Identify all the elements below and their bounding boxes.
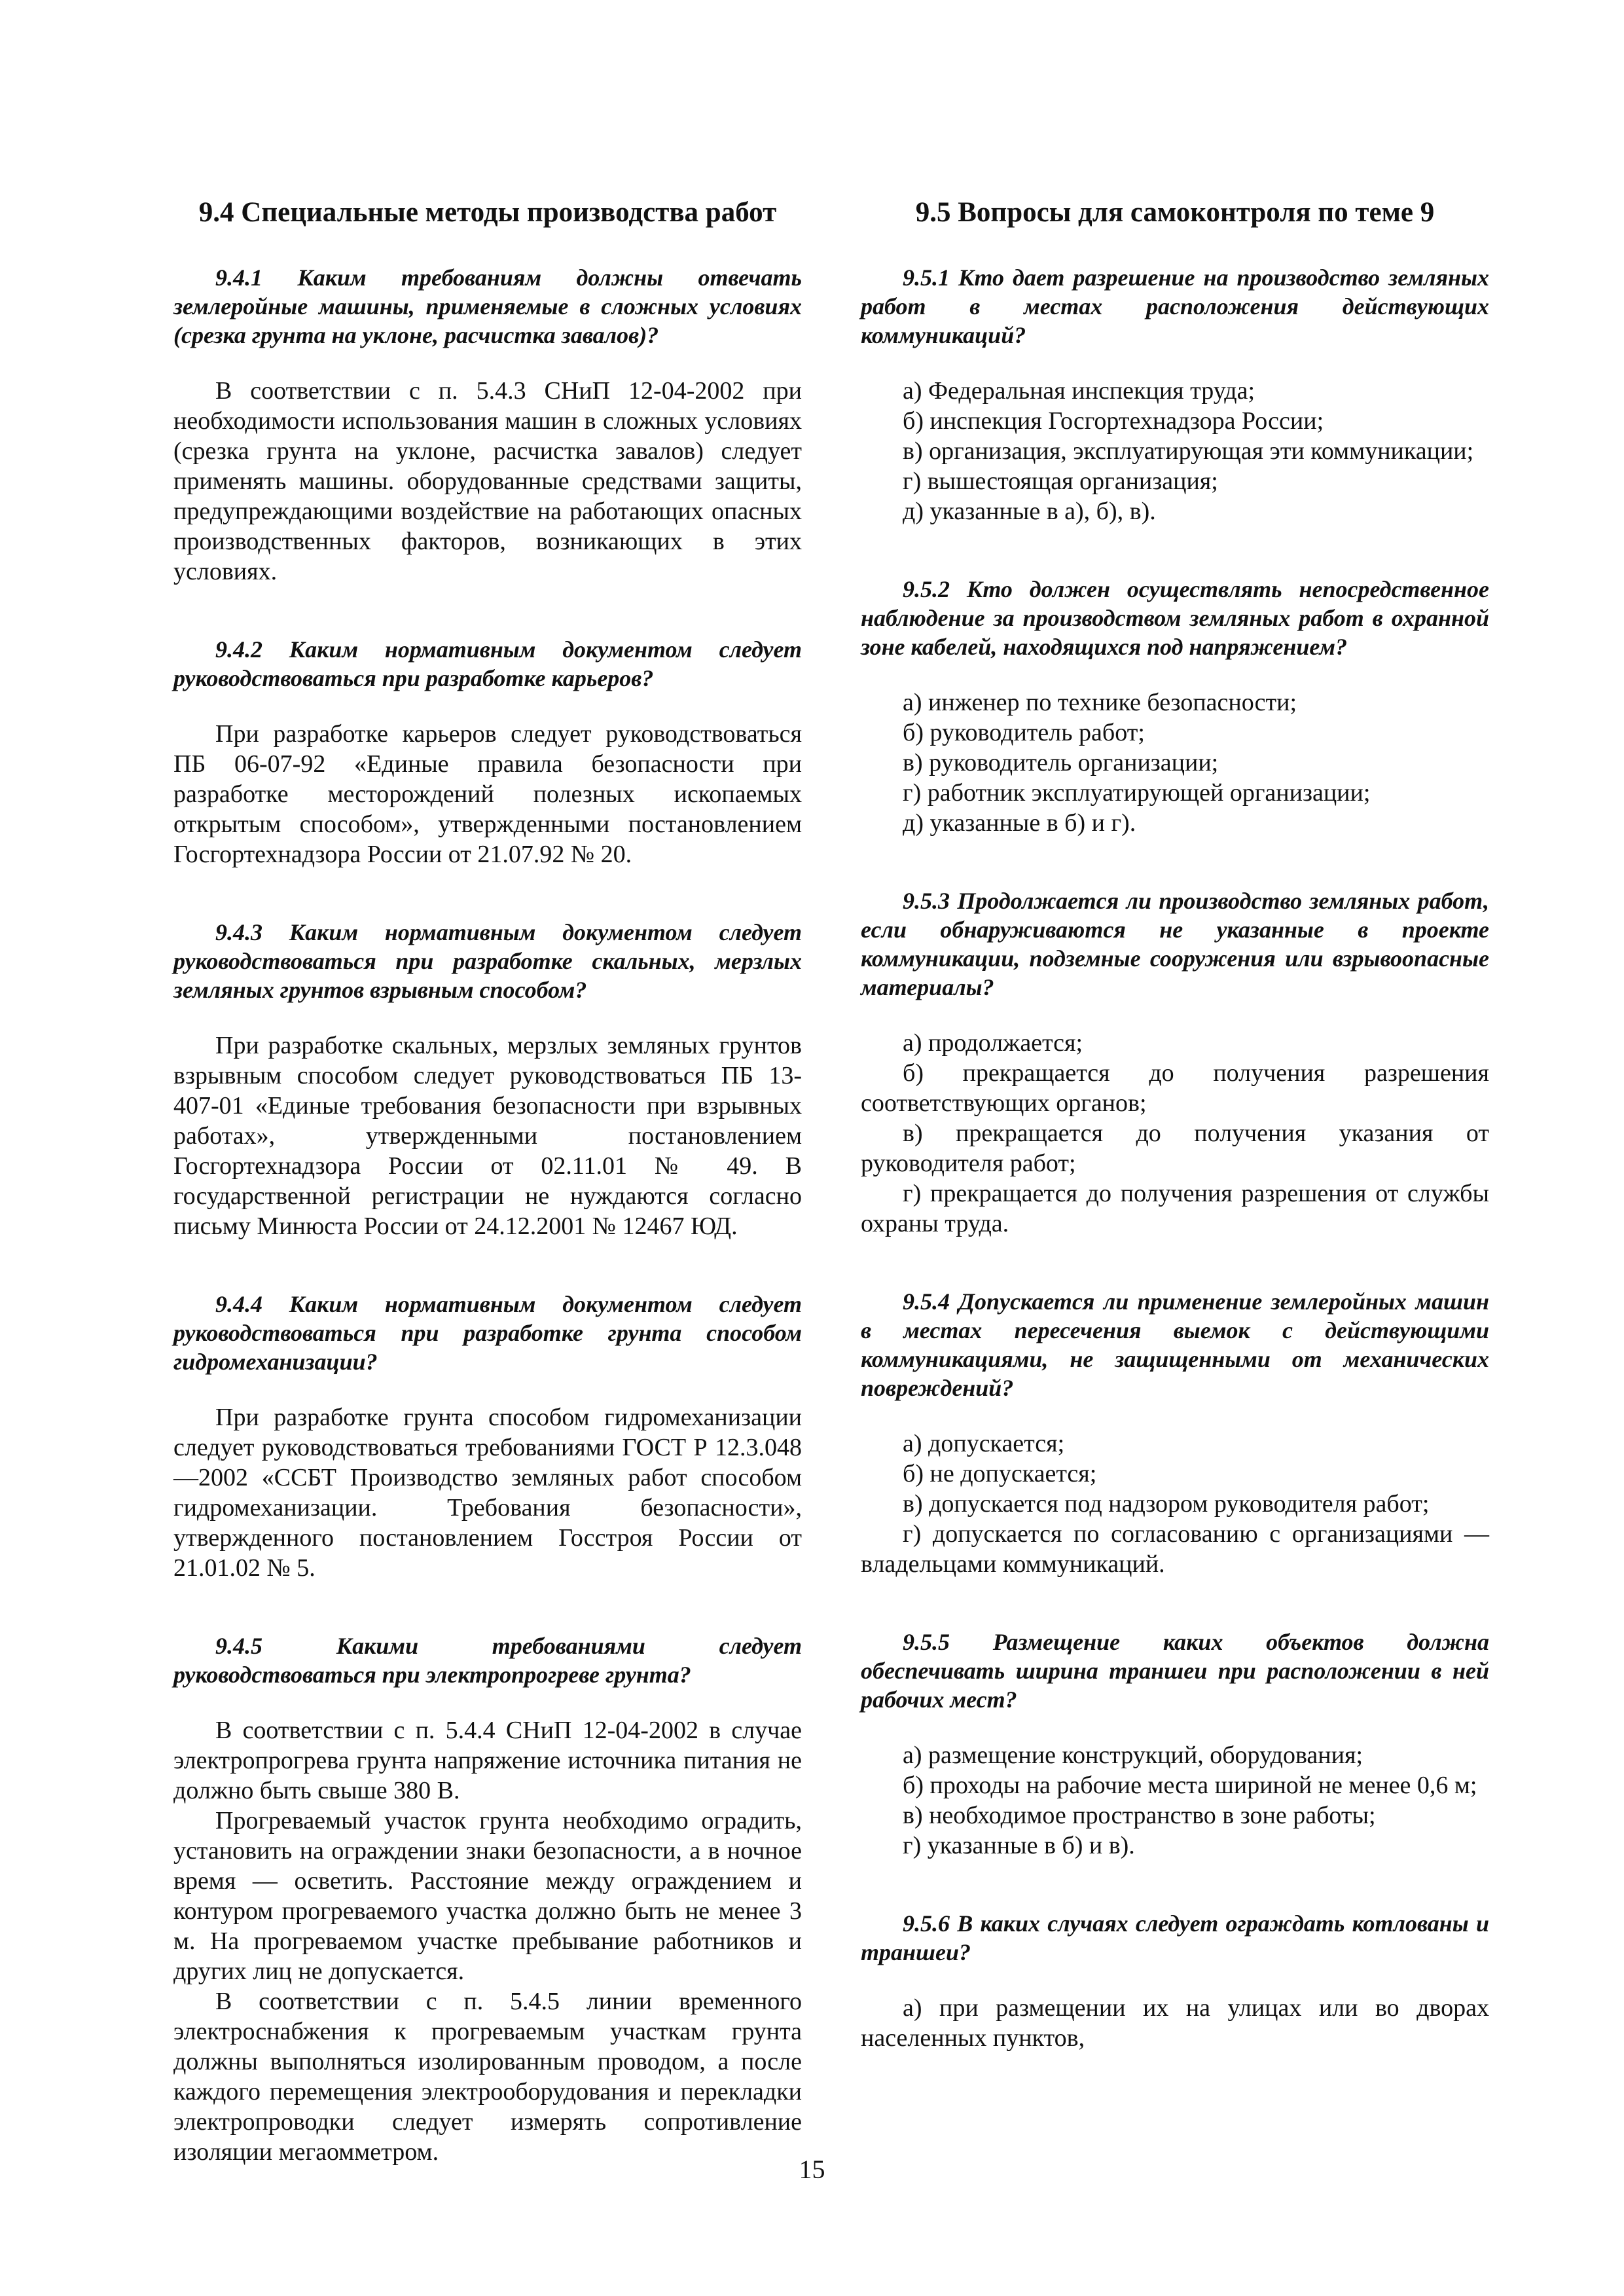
answer-option: д) указанные в а), б), в).: [903, 498, 1156, 525]
answer-option: б) инспекция Госгортехнадзора России;: [903, 407, 1324, 435]
question-9-4-4: 9.4.4 Каким нормативным документом следует руководствоваться при разработке грунта способом гидромеханизации?: [173, 1291, 802, 1375]
page-number: 15: [799, 2155, 825, 2184]
section-title-9-5: 9.5 Вопросы для самоконтроля по теме 9: [915, 197, 1435, 228]
answer-option: в) организация, эксплуатирующая эти коммуникации;: [903, 437, 1474, 465]
answer-option: а) размещение конструкций, оборудования;: [903, 1741, 1363, 1769]
section-title-9-4: 9.4 Специальные методы производства работ: [198, 197, 777, 228]
question-block-9-4-5: [173, 1631, 802, 2167]
answer-option: в) руководитель организации;: [903, 749, 1219, 776]
options-9-5-1: [861, 376, 1489, 526]
options-9-5-5: [861, 1740, 1489, 1861]
answer-option: б) руководитель работ;: [903, 719, 1145, 746]
answer-paragraph: При разработке скальных, мерзлых земляных грунтов взрывным способом следует руководствоваться ПБ 13-407-01 «Единые требования безопасности при взрывных работах», утвержденными постановлением Госгортехнадзора России от 02.11.01 № 49. В государственной регистрации не нуждаются согласно письму Минюста России от 24.12.2001 № 12467 ЮД.: [173, 1032, 802, 1240]
question-block-9-5-4: [861, 1287, 1489, 1579]
answer-9-4-5: [173, 1715, 802, 2167]
answer-paragraph: При разработке карьеров следует руководствоваться ПБ 06-07-92 «Единые правила безопасности при разработке месторождений полезных ископаемых открытым способом», утвержденными постановлением Госгортехнадзора России от 21.07.92 № 20.: [173, 720, 802, 868]
question-9-5-5: 9.5.5 Размещение каких объектов должна обеспечивать ширина траншеи при расположении в ней рабочих мест?: [861, 1629, 1489, 1713]
answer-9-4-4: [173, 1402, 802, 1583]
answer-9-4-2: [173, 719, 802, 869]
answer-option: в) допускается под надзором руководителя работ;: [903, 1490, 1430, 1518]
answer-option: а) при размещении их на улицах или во дворах населенных пунктов,: [861, 1994, 1489, 2052]
answer-paragraph: При разработке грунта способом гидромеханизации следует руководствоваться требованиями ГОСТ Р 12.3.048—2002 «ССБТ Производство земляных работ способом гидромеханизации. Требования безопасности», утвержденного постановлением Госстроя России от 21.01.02 № 5.: [173, 1404, 802, 1582]
question-block-9-4-1: [173, 263, 802, 587]
question-block-9-5-5: [861, 1628, 1489, 1861]
question-9-5-3: 9.5.3 Продолжается ли производство земляных работ, если обнаруживаются не указанные в проекте коммуникации, подземные сооружения или взрывоопасные материалы?: [861, 888, 1489, 1000]
left-column: [173, 196, 802, 2215]
answer-paragraph: Прогреваемый участок грунта необходимо оградить, установить на ограждении знаки безопасности, а в ночное время — осветить. Расстояние между ограждением и контуром прогреваемого участка должно быть не менее 3 м. На прогреваемом участке пребывание работников и других лиц не допускается.: [173, 1807, 802, 1985]
answer-option: д) указанные в б) и г).: [903, 809, 1136, 837]
question-block-9-5-6: [861, 1909, 1489, 2053]
answer-option: г) прекращается до получения разрешения от службы охраны труда.: [861, 1180, 1489, 1237]
question-block-9-5-2: [861, 575, 1489, 838]
question-9-4-5: 9.4.5 Какими требованиями следует руководствоваться при электропрогреве грунта?: [173, 1633, 802, 1688]
question-block-9-4-3: [173, 918, 802, 1241]
answer-option: в) необходимое пространство в зоне работы;: [903, 1802, 1376, 1829]
question-9-5-6: 9.5.6 В каких случаях следует ограждать котлованы и траншеи?: [861, 1910, 1489, 1965]
question-9-4-3: 9.4.3 Каким нормативным документом следует руководствоваться при разработке скальных, мерзлых земляных грунтов взрывным способом?: [173, 919, 802, 1003]
answer-option: г) работник эксплуатирующей организации;: [903, 779, 1371, 807]
answer-option: б) не допускается;: [903, 1460, 1097, 1487]
answer-paragraph: В соответствии с п. 5.4.4 СНиП 12-04-2002 в случае электропрогрева грунта напряжение источника питания не должно быть свыше 380 В.: [173, 1717, 802, 1804]
answer-option: г) вышестоящая организация;: [903, 467, 1218, 495]
answer-option: в) прекращается до получения указания от руководителя работ;: [861, 1120, 1489, 1177]
question-block-9-5-3: [861, 886, 1489, 1239]
question-block-9-4-4: [173, 1290, 802, 1583]
answer-option: а) Федеральная инспекция труда;: [903, 377, 1255, 405]
answer-option: а) допускается;: [903, 1430, 1065, 1457]
question-block-9-5-1: [861, 263, 1489, 526]
answer-option: б) проходы на рабочие места шириной не менее 0,6 м;: [903, 1772, 1477, 1799]
answer-option: г) допускается по согласованию с организациями — владельцами коммуникаций.: [861, 1520, 1489, 1578]
question-9-5-1: 9.5.1 Кто дает разрешение на производство земляных работ в местах расположения действующих коммуникаций?: [861, 264, 1489, 348]
question-9-5-4: 9.5.4 Допускается ли применение землеройных машин в местах пересечения выемок с действующими коммуникациями, не защищенными от механических повреждений?: [861, 1288, 1489, 1401]
question-9-5-2: 9.5.2 Кто должен осуществлять непосредственное наблюдение за производством земляных работ в охранной зоне кабелей, находящихся под напряжением?: [861, 576, 1489, 660]
question-9-4-1: 9.4.1 Каким требованиям должны отвечать землеройные машины, применяемые в сложных условиях (срезка грунта на уклоне, расчистка завалов)?: [173, 264, 802, 348]
question-block-9-4-2: [173, 635, 802, 869]
options-9-5-3: [861, 1028, 1489, 1239]
answer-paragraph: В соответствии с п. 5.4.3 СНиП 12-04-2002 при необходимости использования машин в сложных условиях (срезка грунта на уклоне, расчистка завалов) следует применять машины. оборудованные средствами защиты, предупреждающими воздействие на работающих опасных производственных факторов, возникающих в этих условиях.: [173, 377, 802, 585]
answer-9-4-1: [173, 376, 802, 587]
answer-paragraph: В соответствии с п. 5.4.5 линии временного электроснабжения к прогреваемым участкам грунта должны выполняться изолированным проводом, а после каждого перемещения электрооборудования и перекладки электропроводки следует измерять сопротивление изоляции мегаомметром.: [173, 1988, 802, 2166]
question-9-4-2: 9.4.2 Каким нормативным документом следует руководствоваться при разработке карьеров?: [173, 636, 802, 691]
options-9-5-2: [861, 687, 1489, 838]
answer-option: г) указанные в б) и в).: [903, 1832, 1135, 1859]
options-9-5-4: [861, 1429, 1489, 1579]
right-column: [861, 196, 1489, 2102]
answer-option: а) продолжается;: [903, 1029, 1083, 1057]
answer-9-4-3: [173, 1030, 802, 1241]
options-9-5-6: [861, 1993, 1489, 2053]
answer-option: б) прекращается до получения разрешения соответствующих органов;: [861, 1059, 1489, 1117]
answer-option: а) инженер по технике безопасности;: [903, 689, 1297, 716]
